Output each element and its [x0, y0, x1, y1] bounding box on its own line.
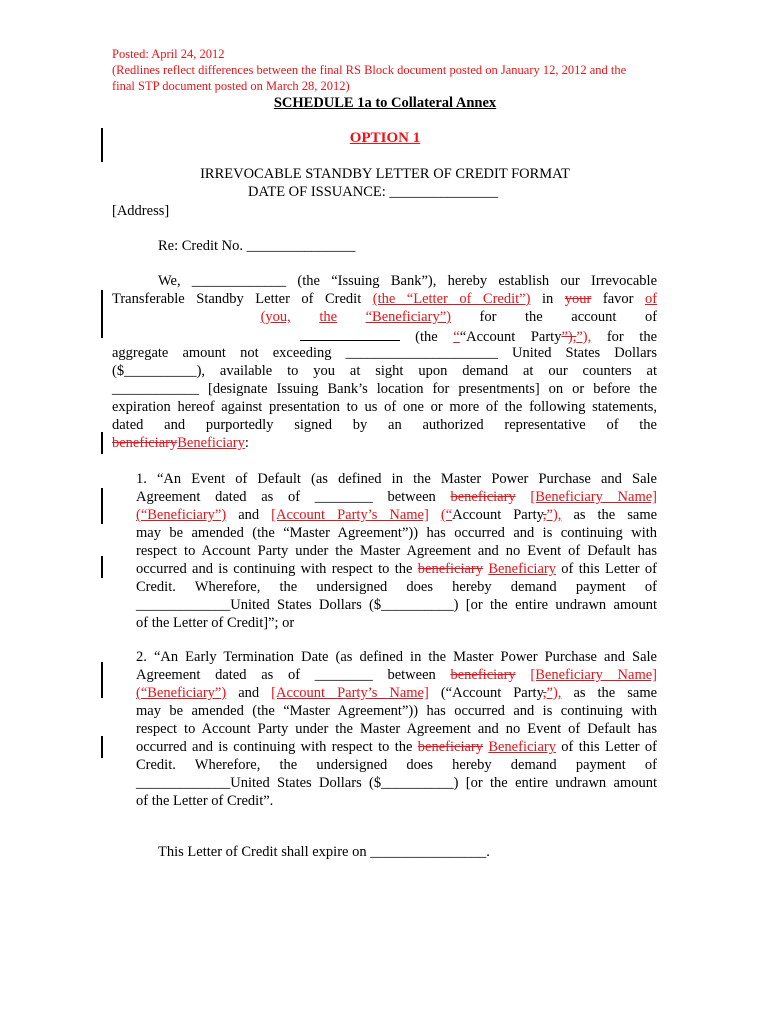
statement-line: may be amended (the “Master Agreement”)) has occurred and is continuing with — [136, 525, 657, 541]
form-title: IRREVOCABLE STANDBY LETTER OF CREDIT FORMAT — [200, 166, 570, 182]
redline-note-line-1: (Redlines reflect differences between the final RS Block document posted on January 12, 2012 and the — [112, 63, 627, 77]
intro-line: (you, the “Beneficiary”) for the account of — [260, 309, 657, 325]
option-heading: OPTION 1 — [349, 130, 421, 146]
intro-line: expiration hereof against presentation to us of one or more of the following statements, — [112, 399, 657, 415]
posted-header — [112, 46, 672, 94]
date-of-issuance: DATE OF ISSUANCE: _______________ — [248, 184, 499, 200]
intro-line: ($__________), available to you at sight upon demand at our counters at — [112, 363, 657, 379]
statement-line: may be amended (the “Master Agreement”)) has occurred and is continuing with — [136, 703, 657, 719]
change-bar — [101, 432, 103, 454]
intro-line: We, _____________ (the “Issuing Bank”), hereby establish our Irrevocable — [158, 273, 657, 289]
change-bar — [101, 662, 103, 698]
schedule-title: SCHEDULE 1a to Collateral Annex — [273, 95, 497, 111]
statement-line: Credit. Wherefore, the undersigned does hereby demand payment of — [136, 757, 657, 773]
intro-line: beneficiaryBeneficiary: — [112, 435, 249, 451]
statement-line: occurred and is continuing with respect to the beneficiary Beneficiary of this Letter of — [136, 561, 657, 577]
statement-line: (“Beneficiary”) and [Account Party’s Name] (“Account Party,”), as the same — [136, 507, 657, 523]
statement-line: Credit. Wherefore, the undersigned does hereby demand payment of — [136, 579, 657, 595]
posted-date: Posted: April 24, 2012 — [112, 47, 225, 61]
statement-line: respect to Account Party under the Master Agreement and no Event of Default has — [136, 543, 657, 559]
credit-number-line: Re: Credit No. _______________ — [158, 238, 356, 254]
intro-line: aggregate amount not exceeding _____________________ United States Dollars — [112, 345, 657, 361]
statement-line: of the Letter of Credit]”; or — [136, 615, 295, 631]
statement-line: (“Beneficiary”) and [Account Party’s Name] (“Account Party,”), as the same — [136, 685, 657, 701]
change-bar — [101, 488, 103, 524]
change-bar — [101, 128, 103, 162]
change-bar — [101, 736, 103, 758]
intro-line: (the ““Account Party”),”), for the — [112, 326, 657, 344]
intro-line: Transferable Standby Letter of Credit (the “Letter of Credit”) in your favor of — [112, 291, 657, 307]
statement-line: Agreement dated as of ________ between beneficiary [Beneficiary Name] — [136, 667, 657, 683]
statement-line: occurred and is continuing with respect to the beneficiary Beneficiary of this Letter of — [136, 739, 657, 755]
expiry-line: This Letter of Credit shall expire on ________________. — [158, 844, 490, 860]
statement-line: 2. “An Early Termination Date (as defined in the Master Power Purchase and Sale — [136, 649, 657, 665]
intro-line: dated and purportedly signed by an authorized representative of the — [112, 417, 657, 433]
statement-line: Agreement dated as of ________ between beneficiary [Beneficiary Name] — [136, 489, 657, 505]
statement-line: of the Letter of Credit”. — [136, 793, 274, 809]
intro-line: ____________ [designate Issuing Bank’s location for presentments] on or before the — [112, 381, 657, 397]
statement-line: _____________United States Dollars ($__________) [or the entire undrawn amount — [136, 775, 657, 791]
statement-line: 1. “An Event of Default (as defined in the Master Power Purchase and Sale — [136, 471, 657, 487]
redline-note-line-2: final STP document posted on March 28, 2012) — [112, 79, 350, 93]
statement-line: respect to Account Party under the Master Agreement and no Event of Default has — [136, 721, 657, 737]
change-bar — [101, 556, 103, 578]
change-bar — [101, 290, 103, 338]
address-placeholder: [Address] — [112, 203, 170, 219]
statement-line: _____________United States Dollars ($__________) [or the entire undrawn amount — [136, 597, 657, 613]
